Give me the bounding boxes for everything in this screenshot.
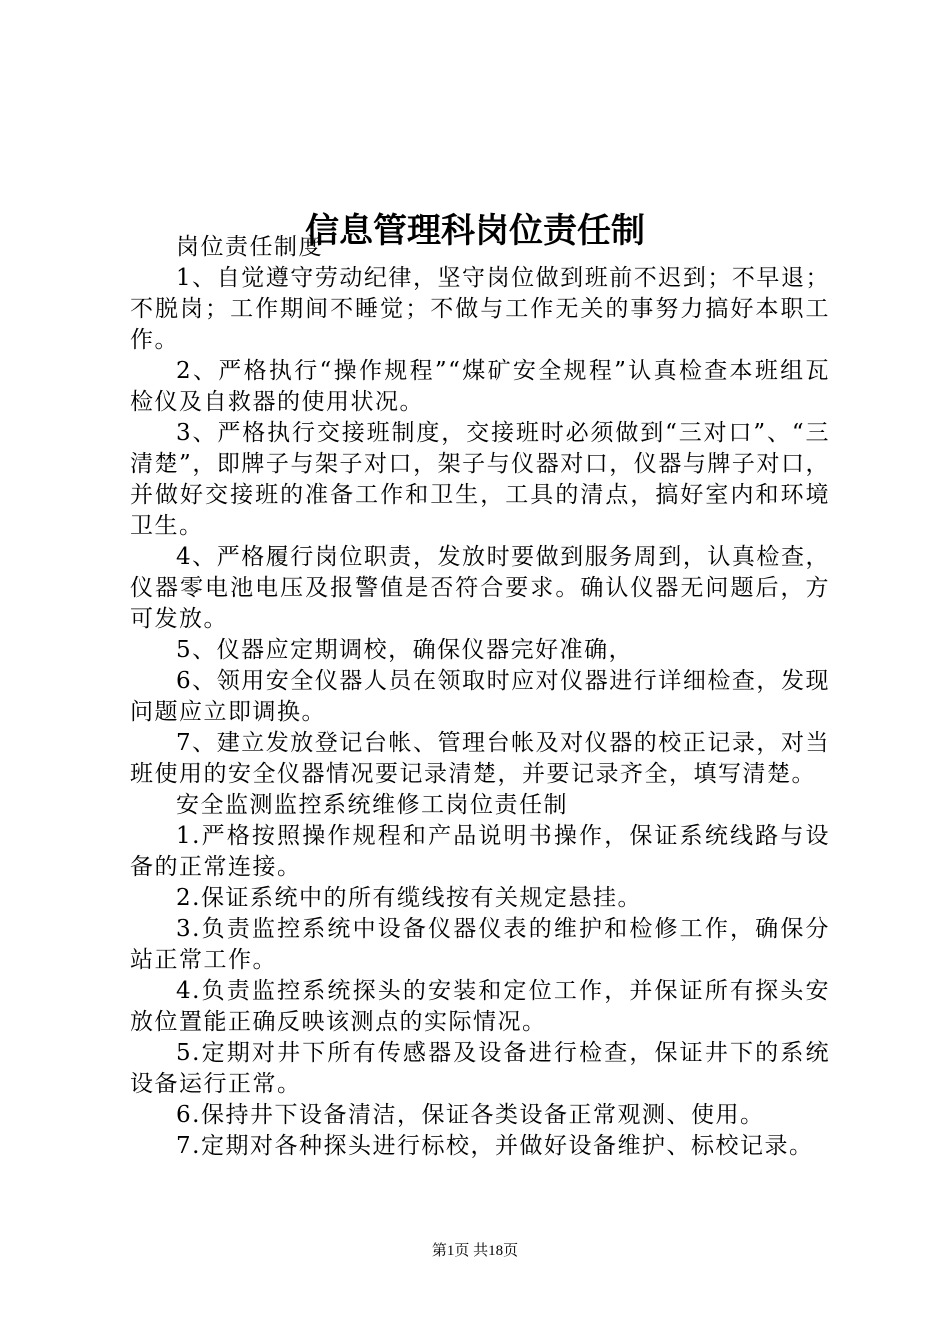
paragraph: 2、严格执行“操作规程”“煤矿安全规程”认真检查本班组瓦检仪及自救器的使用状况。 bbox=[130, 358, 830, 415]
paragraph: 3、严格执行交接班制度，交接班时必须做到“三对口”、“三清楚”，即牌子与架子对口，架子与仪器对口，仪器与牌子对口，并做好交接班的准备工作和卫生，工具的清点，搞好室内和环境卫生。 bbox=[130, 420, 830, 539]
paragraph: 7、建立发放登记台帐、管理台帐及对仪器的校正记录，对当班使用的安全仪器情况要记录清楚，并要记录齐全，填写清楚。 bbox=[130, 730, 830, 787]
paragraph: 3.负责监控系统中设备仪器仪表的维护和检修工作，确保分站正常工作。 bbox=[130, 916, 830, 973]
paragraph: 1.严格按照操作规程和产品说明书操作，保证系统线路与设备的正常连接。 bbox=[130, 823, 830, 880]
section-heading-duty-system: 岗位责任制度 bbox=[176, 234, 323, 260]
paragraph: 5、仪器应定期调校，确保仪器完好准确， bbox=[176, 637, 634, 663]
section-heading-maintenance: 安全监测监控系统维修工岗位责任制 bbox=[176, 792, 568, 818]
paragraph: 7.定期对各种探头进行标校，并做好设备维护、标校记录。 bbox=[176, 1133, 814, 1159]
paragraph: 5.定期对井下所有传感器及设备进行检查，保证井下的系统设备运行正常。 bbox=[130, 1040, 830, 1097]
paragraph: 4、严格履行岗位职责，发放时要做到服务周到，认真检查，仪器零电池电压及报警值是否符合要求。确认仪器无问题后，方可发放。 bbox=[130, 544, 830, 632]
paragraph: 1、自觉遵守劳动纪律，坚守岗位做到班前不迟到；不早退；不脱岗；工作期间不睡觉；不做与工作无关的事努力搞好本职工作。 bbox=[130, 265, 830, 353]
document-title: 信息管理科岗位责任制 bbox=[305, 210, 645, 251]
document-body bbox=[130, 232, 830, 1162]
paragraph: 6、领用安全仪器人员在领取时应对仪器进行详细检查，发现问题应立即调换。 bbox=[130, 668, 830, 725]
paragraph: 2.保证系统中的所有缆线按有关规定悬挂。 bbox=[176, 885, 642, 911]
paragraph: 4.负责监控系统探头的安装和定位工作，并保证所有探头安放位置能正确反映该测点的实际情况。 bbox=[130, 978, 830, 1035]
paragraph: 6.保持井下设备清洁，保证各类设备正常观测、使用。 bbox=[176, 1102, 765, 1128]
page-footer: 第1页 共18页 bbox=[431, 1243, 519, 1259]
